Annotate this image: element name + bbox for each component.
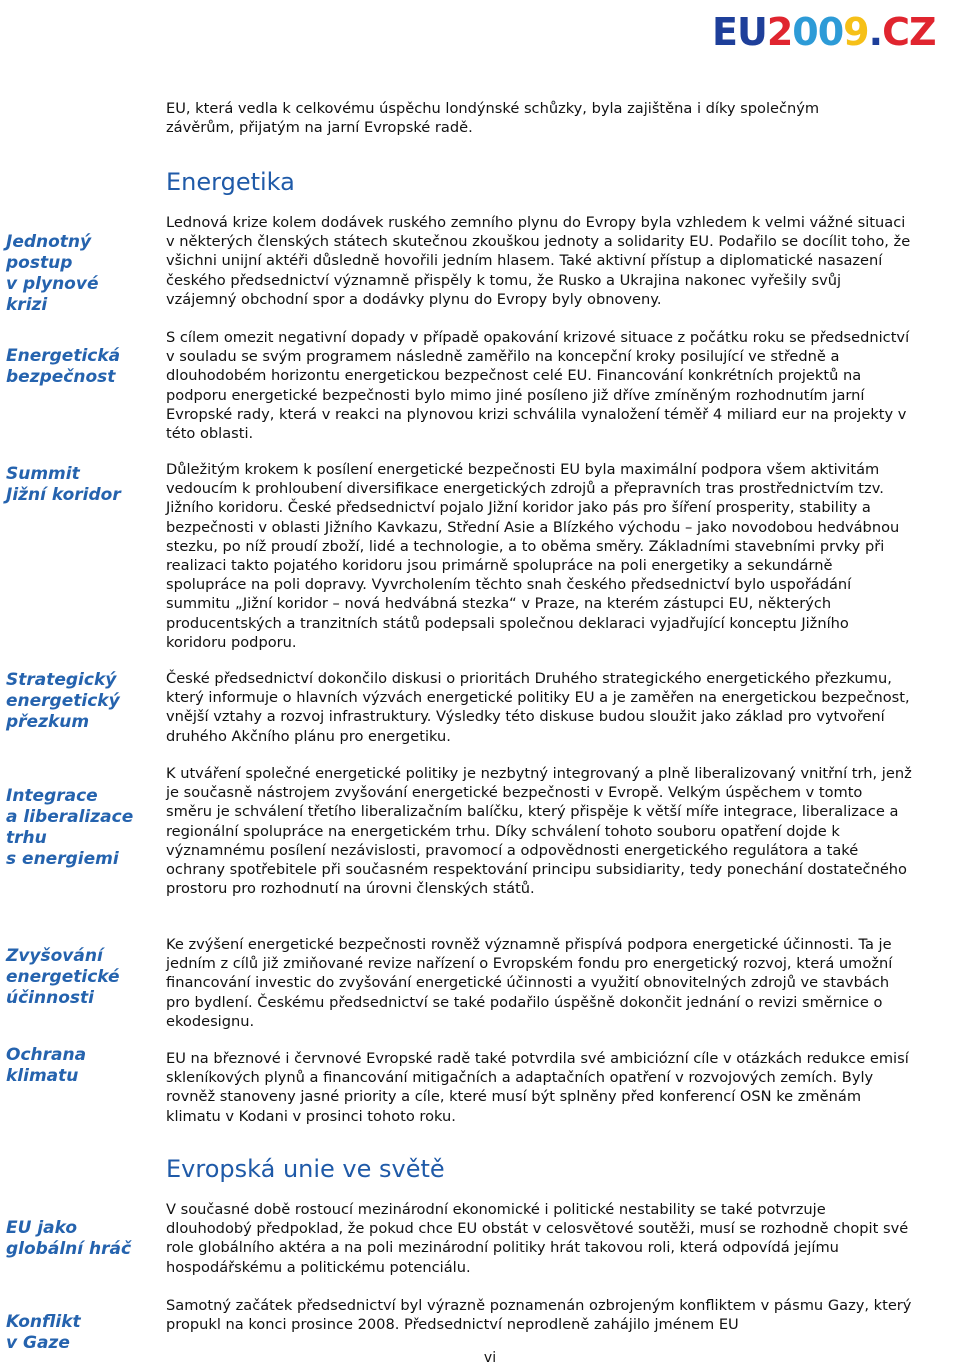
sidebar-line: přezkum bbox=[6, 712, 90, 732]
sidebar-line: Energetická bbox=[6, 346, 121, 366]
sidebar-line: Summit bbox=[6, 464, 80, 484]
logo-2: 2 bbox=[766, 10, 793, 54]
sidebar-line: krizi bbox=[6, 295, 48, 315]
sidebar-line: Strategický bbox=[6, 670, 117, 690]
page-number: vi bbox=[483, 1350, 497, 1366]
paragraph-energy-security: S cílem omezit negativní dopady v případě opakování krizové situace z počátku roku se předsednictví v souladu se svým programem následně zaměřilo na koncepční kroky posilující ve středně a dlouhodobém horizontu energetickou bezpečnost celé EU. Financování konkrétních projektů na podporu energetické bezpečnosti bylo mimo jiné posíleno již dříve zmíněným rozhodnutím jarní Evropské rady, která v reakci na plynovou krizi schválila vynaložení téměř 4 miliard eur na projekty v této oblasti. bbox=[166, 329, 910, 443]
sidebar-note-liberalization bbox=[6, 786, 156, 870]
sidebar-line: trhu bbox=[6, 828, 47, 848]
sidebar-line: v Gaze bbox=[6, 1333, 70, 1353]
paragraph-global-player: V současné době rostoucí mezinárodní ekonomické i politické nestability se také potvrzuje dlouhodobý předpoklad, že pokud chce EU obstát v celosvětové soutěži, musí se rozhodně chopit své role globálního aktéra a na poli mezinárodní politiky hrát takovou roli, která odpovídá jejímu hospodářskému a politickému potenciálu. bbox=[166, 1201, 909, 1276]
logo-eu: EU bbox=[712, 10, 767, 54]
logo-9: 9 bbox=[843, 10, 869, 54]
intro-line-2: závěrům, přijatým na jarní Evropské radě. bbox=[166, 119, 473, 137]
logo-cz: CZ bbox=[882, 10, 936, 54]
sidebar-line: energetické bbox=[6, 967, 120, 987]
intro-line-1: EU, která vedla k celkovému úspěchu londýnské schůzky, byla zajištěna i díky společným bbox=[166, 100, 820, 117]
sidebar-line: EU jako bbox=[6, 1218, 78, 1238]
logo-dot: . bbox=[868, 10, 883, 54]
sidebar-note-strategic-review bbox=[6, 670, 156, 733]
sidebar-line: klimatu bbox=[6, 1066, 79, 1086]
sidebar-line: Jednotný bbox=[6, 232, 92, 252]
sidebar-line: Konflikt bbox=[6, 1312, 81, 1332]
sidebar-line: Integrace bbox=[6, 786, 98, 806]
sidebar-line: a liberalizace bbox=[6, 807, 134, 827]
sidebar-line: postup bbox=[6, 253, 73, 273]
eu2009-logo bbox=[712, 10, 952, 54]
heading-energetika: Energetika bbox=[166, 168, 295, 196]
logo-00: 00 bbox=[792, 10, 844, 54]
sidebar-line: v plynové bbox=[6, 274, 99, 294]
intro-paragraph bbox=[166, 99, 912, 137]
sidebar-line: Ochrana bbox=[6, 1045, 87, 1065]
sidebar-note-efficiency bbox=[6, 946, 156, 1009]
paragraph-strategic-review: České předsednictví dokončilo diskusi o prioritách Druhého strategického energetického přezkumu, který informuje o hlavních výzvách energetické politiky EU a je zaměřen na energetickou bezpečnost, vnější vztahy a rozvoj infrastruktury. Výsledky této diskuse budou sloužit jako základ pro vytvoření druhého Akčního plánu pro energetiku. bbox=[166, 670, 910, 745]
sidebar-line: globální hráč bbox=[6, 1239, 132, 1259]
paragraph-energy-efficiency: Ke zvýšení energetické bezpečnosti rovněž významně přispívá podpora energetické účinnosti. Ta je jedním z cílů již zmiňované revize nařízení o Evropském fondu pro energetický rozvoj, která umožní financování investic do zvyšování energetické účinnosti a využití obnovitelných zdrojů ve stavbách pro bydlení. Českému předsednictví se také podařilo úspěšně dokončit jednání o revizi směrnice o ekodesignu. bbox=[166, 936, 893, 1030]
paragraph-climate: EU na březnové i červnové Evropské radě také potvrdila své ambiciózní cíle v otázkách redukce emisí skleníkových plynů a financování mitigačních a adaptačních opatření v rozvojových zemích. Byly rovněž stanoveny jasné priority a cíle, které musí být splněny před konferencí OSN ke změnám klimatu v Kodani v prosinci tohoto roku. bbox=[166, 1050, 909, 1125]
sidebar-line: bezpečnost bbox=[6, 367, 116, 387]
sidebar-note-climate bbox=[6, 1045, 156, 1087]
sidebar-note-gas-crisis bbox=[6, 232, 156, 316]
heading-eu-in-world: Evropská unie ve světě bbox=[166, 1155, 445, 1183]
sidebar-line: Jižní koridor bbox=[6, 485, 121, 505]
sidebar-line: s energiemi bbox=[6, 849, 119, 869]
paragraph-gaza: Samotný začátek předsednictví byl výrazně poznamenán ozbrojeným konfliktem v pásmu Gazy, který propukl na konci prosince 2008. Předsednictví neprodleně zahájilo jménem EU bbox=[166, 1297, 912, 1334]
sidebar-line: energetický bbox=[6, 691, 120, 711]
sidebar-note-global-player bbox=[6, 1218, 156, 1260]
sidebar-line: účinnosti bbox=[6, 988, 94, 1008]
paragraph-market-liberalization: K utváření společné energetické politiky je nezbytný integrovaný a plně liberalizovaný vnitřní trh, jenž je současně nástrojem zvyšování energetické bezpečnosti v Evropě. Velkým úspěchem v tomto směru je schválení třetího liberalizačním balíčku, který přispěje k větší míře integrace, liberalizace a regionální spolupráce na energetickém trhu. Díky schválení tohoto souboru opatření dojde k významnému posílení nezávislosti, pravomocí a odpovědnosti energetického regulátora a také ochrany spotřebitele při současném respektování principu subsidiarity, tedy ponechání dostatečného prostoru pro rozhodnutí na úrovni členských států. bbox=[166, 765, 912, 898]
sidebar-note-gaza bbox=[6, 1312, 156, 1354]
paragraph-gas-crisis: Lednová krize kolem dodávek ruského zemního plynu do Evropy byla vzhledem k velmi vážné situaci v některých členských státech skutečnou zkouškou jednoty a solidarity EU. Podařilo se docílit toho, že všichni unijní aktéři důsledně hovořili jedním hlasem. Také aktivní přístup a diplomatické nasazení českého předsednictví významně přispěly k tomu, že Rusko a Ukrajina nakonec vyřešily svůj vzájemný obchodní spor a dodávky plynu do Evropy byly obnoveny. bbox=[166, 214, 911, 308]
sidebar-line: Zvyšování bbox=[6, 946, 103, 966]
sidebar-note-summit bbox=[6, 464, 156, 506]
paragraph-southern-corridor: Důležitým krokem k posílení energetické bezpečnosti EU byla maximální podpora všem aktivitám vedoucím k prohloubení diversifikace energetických zdrojů a přepravních tras prostřednictvím tzv. Jižního koridoru. České předsednictví pojalo Jižní koridor jako pás pro šíření prosperity, stability a bezpečnosti v oblasti Jižního Kavkazu, Střední Asie a Blízkého východu – jako novodobou hedvábnou stezku, po níž proudí zboží, lidé a technologie, a to oběma směry. Základními stavebními prvky při realizaci takto pojatého koridoru jsou primárně spolupráce na poli energetiky a sekundárně spolupráce na poli dopravy. Vyvrcholením těchto snah českého předsednictví bylo uspořádání summitu „Jižní koridor – nová hedvábná stezka“ v Praze, na kterém zástupci EU, některých producentských a tranzitních států podepsali společnou deklaraci vyjadřující konceptu Jižního koridoru podporu. bbox=[166, 461, 900, 651]
sidebar-note-energy-security bbox=[6, 346, 156, 388]
